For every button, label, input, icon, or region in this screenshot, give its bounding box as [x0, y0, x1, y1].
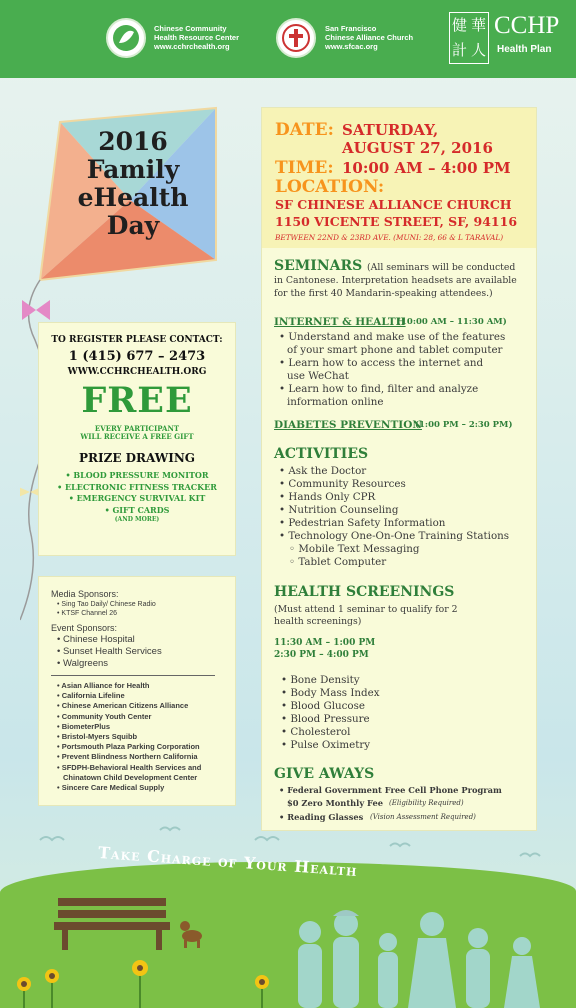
media-sponsors-title: Media Sponsors: [51, 589, 119, 599]
seminar-item: information online [287, 396, 384, 408]
sunflower-icon [17, 960, 269, 1008]
activity-item: • Ask the Doctor [279, 465, 367, 477]
leaf-icon [111, 23, 141, 53]
free-heading: FREE [81, 380, 193, 421]
cchp-char: 計 [451, 41, 467, 59]
sponsor-item: • Community Youth Center [57, 711, 152, 721]
activity-item: • Pedestrian Safety Information [279, 517, 446, 529]
sponsor-item: • Chinese American Citizens Alliance [57, 701, 189, 711]
activity-subitem: ◦ Tablet Computer [289, 556, 387, 568]
seminars-intro: in Cantonese. Interpretation headsets are available [274, 275, 517, 286]
screening-item: • Bone Density [281, 674, 360, 686]
sponsor-item: • Prevent Blindness Northern California [57, 752, 198, 762]
activity-item: • Technology One-On-One Training Stations [279, 530, 510, 542]
location-address: 1150 VICENTE STREET, SF, 94116 [275, 214, 518, 229]
screenings-note: (Must attend 1 seminar to qualify for 2 [274, 604, 458, 615]
title-line: Family [86, 155, 180, 184]
family-silhouettes-icon [298, 912, 540, 1008]
prize-item: • EMERGENCY SURVIVAL KIT [68, 493, 206, 503]
screening-item: • Pulse Oximetry [281, 739, 371, 751]
seminars-intro: (All seminars will be conducted [367, 262, 516, 273]
org1-url[interactable]: www.cchrchealth.org [154, 42, 230, 51]
sponsor-item: • Sincere Care Medical Supply [57, 783, 165, 793]
sponsor-item: • Sunset Health Services [57, 646, 162, 657]
free-gift-note [39, 425, 235, 441]
date-label: DATE: [275, 120, 334, 140]
org2-url[interactable]: www.sfcac.org [325, 42, 378, 51]
location-note: BETWEEN 22ND & 23RD AVE. (MUNI: 28, 66 & L TARAVAL) [275, 233, 504, 242]
seminars-title: SEMINARS [274, 258, 363, 274]
prize-item: • GIFT CARDS [104, 504, 170, 515]
screening-item: • Cholesterol [281, 726, 351, 738]
giveaway-note: (Vision Assessment Required) [370, 813, 476, 821]
org2-name-line1: San Francisco [325, 24, 377, 33]
seminar-item: • Understand and make use of the features [279, 331, 506, 343]
kite-bow-icon [22, 300, 50, 320]
sponsor-item: • Sing Tao Daily/ Chinese Radio [57, 601, 156, 608]
giveaway-item: • Federal Government Free Cell Phone Program [279, 785, 502, 795]
org2-name-line2: Chinese Alliance Church [325, 33, 414, 42]
activity-item: • Hands Only CPR [279, 491, 376, 503]
slogan: Take Charge of Your Health [97, 842, 359, 881]
internet-health-title[interactable]: INTERNET & HEALTH [274, 316, 406, 328]
prize-item: • BLOOD PRESSURE MONITOR [65, 470, 209, 480]
title-year: 2016 [98, 127, 168, 156]
date-value-line1: SATURDAY, [342, 121, 439, 139]
prize-item: • ELECTRONIC FITNESS TRACKER [57, 481, 217, 492]
cchrc-logo [106, 18, 146, 58]
register-url[interactable]: WWW.CCHRCHEALTH.ORG [67, 367, 207, 377]
location-label: LOCATION: [275, 177, 385, 197]
bench-icon [54, 898, 170, 950]
org1-name-line2: Health Resource Center [154, 33, 240, 42]
seminar-item: of your smart phone and tablet computer [287, 344, 503, 356]
sponsor-item: • Asian Alliance for Health [57, 681, 150, 690]
cchrc-text [154, 24, 239, 51]
diabetes-prevention-title[interactable]: DIABETES PREVENTION [274, 419, 422, 431]
cchp-char: 健 [451, 16, 467, 34]
sponsor-item: • California Lifeline [57, 691, 125, 701]
sfcac-text [325, 24, 413, 51]
sponsor-item: • KTSF Channel 26 [57, 610, 118, 617]
cchp-chinese-logo [449, 12, 489, 64]
dog-icon [180, 921, 202, 948]
register-box [38, 322, 236, 556]
seminars-intro: for the first 40 Mandarin-speaking attendees.) [274, 288, 493, 299]
sponsor-item: • Bristol-Myers Squibb [57, 732, 138, 742]
gift-line: WILL RECEIVE A FREE GIFT [80, 432, 194, 441]
date-value-line2: AUGUST 27, 2016 [342, 139, 493, 157]
sponsor-divider [51, 675, 215, 676]
giveaway-note: (Eligibility Required) [389, 799, 464, 807]
sponsor-item: • Walgreens [57, 658, 109, 669]
org1-name-line1: Chinese Community [154, 24, 227, 33]
sponsor-item: • BiometerPlus [57, 721, 111, 731]
diabetes-prevention-time: (1:00 PM – 2:30 PM) [415, 420, 513, 430]
screening-item: • Blood Pressure [281, 713, 370, 725]
time-value: 10:00 AM – 4:00 PM [342, 159, 511, 177]
screening-item: • Blood Glucose [281, 700, 365, 712]
sponsor-item: • Chinese Hospital [57, 634, 135, 645]
sponsor-item: Chinatown Child Development Center [63, 772, 198, 782]
register-phone[interactable]: 1 (415) 677 – 2473 [68, 349, 206, 364]
giveaway-item: • Reading Glasses [279, 812, 364, 822]
gift-line: EVERY PARTICIPANT [94, 424, 180, 433]
give-aways-title: GIVE AWAYS [274, 766, 375, 782]
title-line: Day [106, 211, 160, 240]
activity-subitem: ◦ Mobile Text Messaging [289, 543, 420, 555]
cchp-char: 華 [470, 16, 486, 34]
title-line: eHealth [77, 183, 189, 212]
sponsor-item: • Portsmouth Plaza Parking Corporation [57, 742, 200, 752]
activity-item: • Nutrition Counseling [279, 504, 399, 516]
screenings-note: health screenings) [274, 616, 362, 627]
location-name: SF CHINESE ALLIANCE CHURCH [275, 197, 512, 212]
event-sponsors-title: Event Sponsors: [51, 623, 118, 633]
prize-list [39, 470, 235, 516]
sponsor-item: • SFDPH-Behavioral Health Services and [57, 762, 202, 772]
cchp-subtitle: Health Plan [497, 44, 552, 55]
prize-drawing-title: PRIZE DRAWING [78, 451, 196, 465]
internet-health-time: (10:00 AM – 11:30 AM) [397, 317, 507, 327]
screening-time: 2:30 PM – 4:00 PM [274, 650, 369, 660]
event-title [58, 128, 208, 240]
screening-time: 11:30 AM – 1:00 PM [274, 638, 376, 648]
cchp-name: CCHP [494, 12, 560, 39]
sponsors-box [38, 576, 236, 806]
activity-item: • Community Resources [279, 478, 406, 490]
time-label: TIME: [275, 158, 334, 178]
sfcac-logo [276, 18, 316, 58]
header-bar [0, 0, 576, 78]
seminar-item: • Learn how to access the internet and [279, 357, 484, 369]
park-scene [0, 880, 576, 1008]
details-panel [261, 107, 537, 831]
seminar-item: use WeChat [287, 370, 349, 382]
register-heading: TO REGISTER PLEASE CONTACT: [51, 335, 223, 345]
giveaway-item: $0 Zero Monthly Fee [287, 798, 384, 808]
activities-title: ACTIVITIES [274, 446, 369, 462]
screening-item: • Body Mass Index [281, 687, 380, 699]
hat-icon [333, 910, 359, 916]
health-screenings-title: HEALTH SCREENINGS [274, 584, 455, 600]
seminar-item: • Learn how to find, filter and analyze [279, 383, 479, 395]
cchp-char: 人 [470, 41, 486, 59]
cross-icon [281, 23, 311, 53]
prize-more: (AND MORE) [114, 516, 160, 523]
